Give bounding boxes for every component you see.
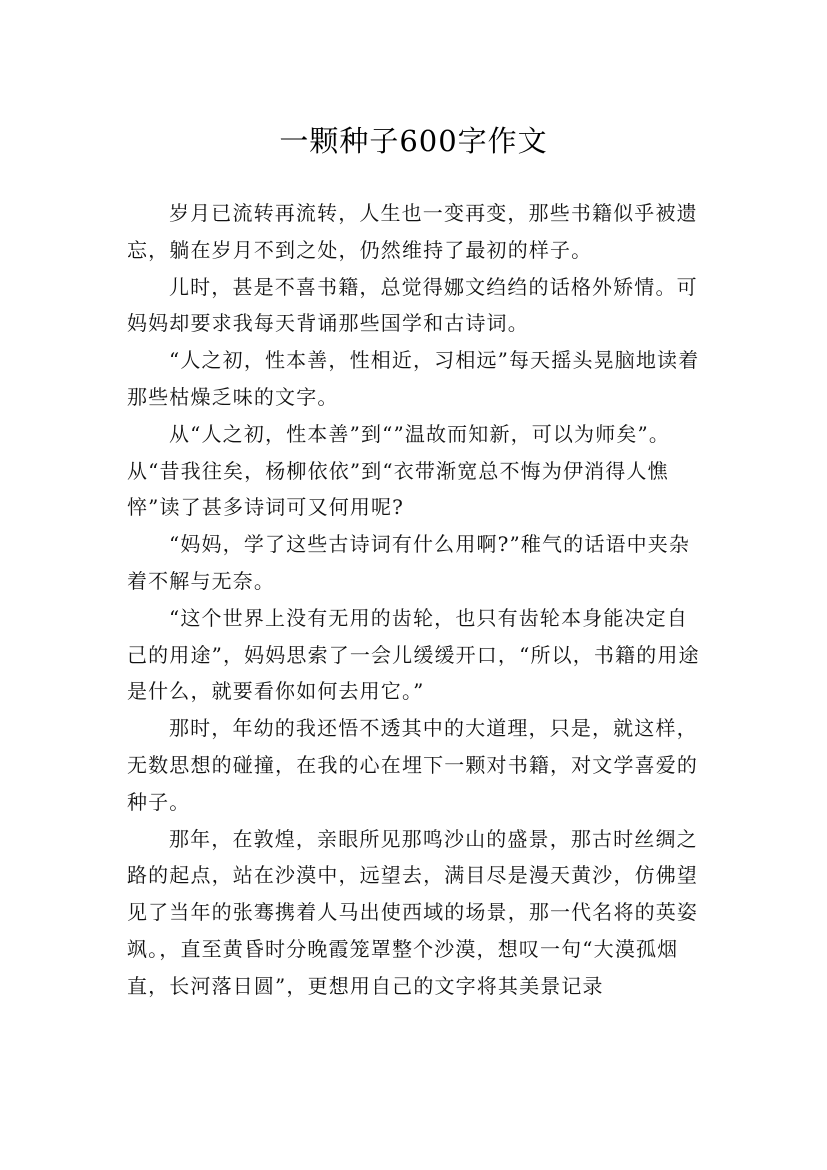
paragraph: 岁月已流转再流转，人生也一变再变，那些书籍似乎被遗忘，躺在岁月不到之处，仍然维持了最初的样子。 — [127, 201, 698, 262]
paragraph: “妈妈，学了这些古诗词有什么用啊?”稚气的话语中夹杂着不解与无奈。 — [127, 532, 691, 593]
paragraph: 那时，年幼的我还悟不透其中的大道理，只是，就这样，无数思想的碰撞，在我的心在埋下一颗对书籍，对文学喜爱的种子。 — [127, 716, 699, 814]
essay-body — [127, 195, 705, 1005]
paragraph: 那年，在敦煌，亲眼所见那鸣沙山的盛景，那古时丝绸之路的起点，站在沙漠中，远望去，满目尽是漫天黄沙，仿佛望见了当年的张骞携着人马出使西域的场景，那一代名将的英姿飒。，直至黄昏时分晚霞笼罩整个沙漠，想叹一句“大漠孤烟直，长河落日圆”，更想用自己的文字将其美景记录 — [127, 826, 699, 998]
paragraph: “这个世界上没有无用的齿轮，也只有齿轮本身能决定自己的用途”，妈妈思索了一会儿缓缓开口，“所以，书籍的用途是什么，就要看你如何去用它。” — [127, 605, 700, 704]
page-title: 一颗种子600字作文 — [279, 124, 548, 159]
paragraph: 儿时，甚是不喜书籍，总觉得娜文绉绉的话格外矫情。可妈妈却要求我每天背诵那些国学和古诗词。 — [127, 274, 698, 336]
paragraph: 从“人之初，性本善”到“”温故而知新，可以为师矣”。从“昔我往矣，杨柳依依”到“衣带渐宽总不悔为伊消得人憔悴”读了甚多诗词可又何用呢? — [127, 421, 671, 520]
paragraph: “人之初，性本善，性相近，习相远”每天摇头晃脑地读着那些枯燥乏味的文字。 — [127, 348, 700, 409]
